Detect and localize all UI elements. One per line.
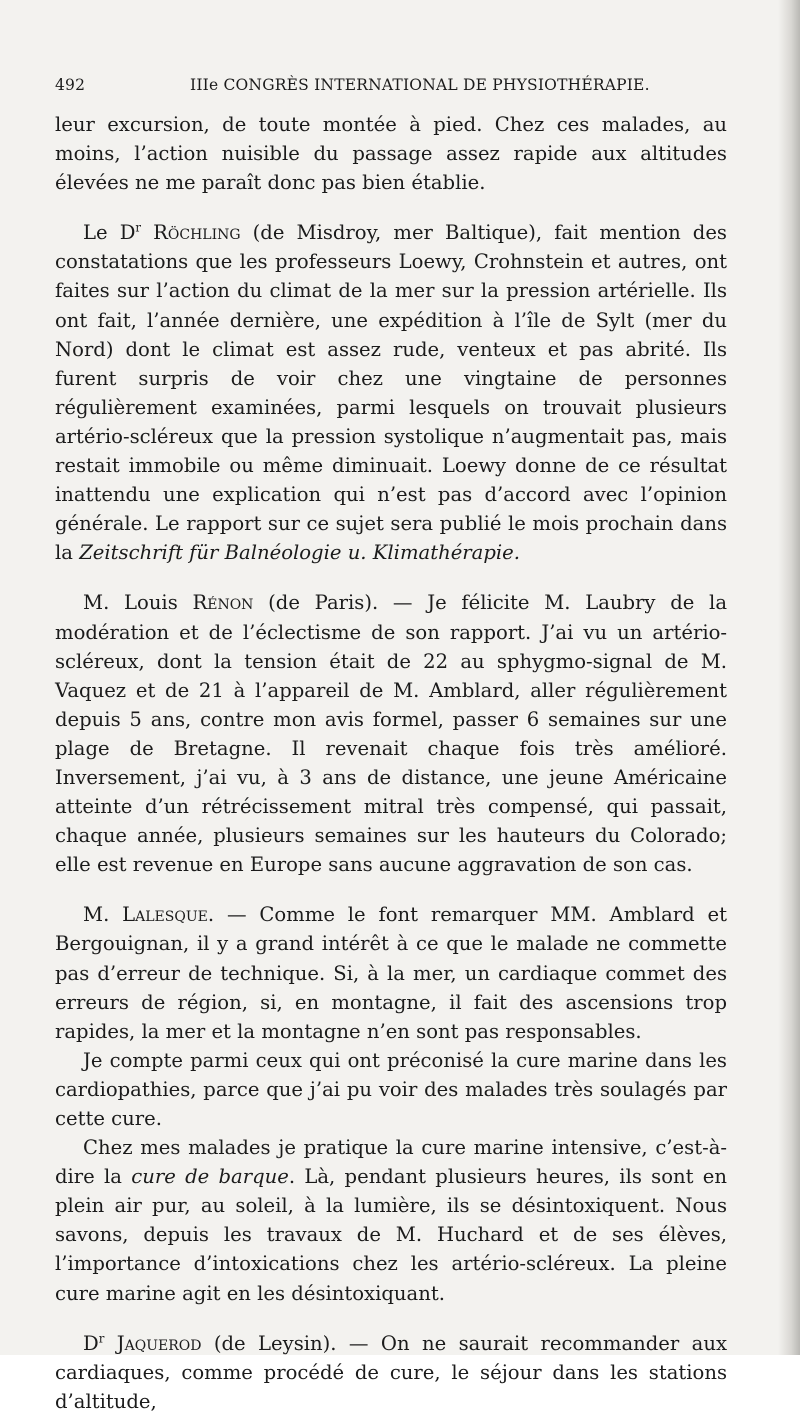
italic-term: cure de barque bbox=[131, 1165, 289, 1189]
paragraph-lalesque: M. Lalesque. — Comme le font remarquer MM. Amblard et Bergouignan, il y a grand intérêt à ce que le malade ne commette pas d’erreur de technique. Si, à la mer, un cardiaque commet des erreurs de région, si, en montagne, il fait des ascensions trop rapides, la mer et la montagne n’en sont pas responsables. bbox=[55, 903, 727, 1043]
paragraph-renon: M. Louis Rénon (de Paris). — Je félicite M. Laubry de la modération et de l’éclectisme de son rapport. J’ai vu un artério-scléreux, dont la tension était de 22 au sphygmo-signal de M. Vaquez et de 21 à l’appareil de M. Amblard, aller régulièrement depuis 5 ans, contre mon avis formel, passer 6 semaines sur une plage de Bretagne. Il revenait chaque fois très amélioré. Inversement, j’ai vu, à 3 ans de distance, une jeune Américaine atteinte d’un rétrécissement mitral très compensé, qui passait, chaque année, plusieurs semaines sur les hauteurs du Colorado; elle est revenue en Europe sans aucune aggravation de son cas. bbox=[55, 591, 728, 877]
speaker-name: Röchling bbox=[153, 221, 241, 245]
speaker-name: Rénon bbox=[192, 591, 254, 615]
page-body bbox=[55, 110, 727, 1416]
page-number: 492 bbox=[55, 76, 86, 94]
paragraph-continuation: leur excursion, de toute montée à pied. Chez ces malades, au moins, l’action nuisible du passage assez rapide aux altitudes élevées ne me paraît donc pas bien établie. bbox=[55, 113, 727, 195]
speaker-name: Lalesque bbox=[122, 903, 208, 927]
paragraph-jaquerod: $D^r$ Jaquerod (de Leysin). — On ne saurait recommander aux cardiaques, comme procédé de cure, le séjour dans les stations d’altitude, bbox=[55, 1331, 727, 1413]
paragraph-rochling: Le $D^r$ Röchling (de Misdroy, mer Baltique), fait mention des constatations que les professeurs Loewy, Crohnstein et autres, ont faites sur l’action du climat de la mer sur la pression artérielle. Ils ont fait, l’année dernière, une expédition à l’île de Sylt (mer du Nord) dont le climat est assez rude, venteux et pas abrité. Ils furent surpris de voir chez une vingtaine de personnes régulièrement examinées, parmi lesquels on trouvait plusieurs artério-scléreux que la pression systolique n’augmentait pas, mais restait immobile ou même diminuait. Loewy donne de ce résultat inattendu une explication qui n’est pas d’accord avec l’opinion générale. Le rapport sur ce sujet sera publié le mois prochain dans la Zeitschrift für Balnéologie u. Klimathérapie. bbox=[55, 220, 727, 565]
journal-title: Zeitschrift für Balnéologie u. Klimathérapie. bbox=[79, 541, 520, 565]
paragraph-cure-de-barque: Chez mes malades je pratique la cure marine intensive, c’est-à-dire la cure de barque. Là, pendant plusieurs heures, ils sont en plein air pur, au soleil, à la lumière, ils se désintoxiquent. Nous savons, depuis les travaux de M. Huchard et de ses élèves, l’importance d’intoxications chez les artério-scléreux. La pleine cure marine agit en les désintoxiquant. bbox=[55, 1136, 727, 1305]
running-title: IIIe CONGRÈS INTERNATIONAL DE PHYSIOTHÉRAPIE. bbox=[190, 76, 650, 94]
page-edge-shadow bbox=[778, 0, 800, 1355]
speaker-name: Jaquerod bbox=[116, 1331, 202, 1355]
paragraph-cure-marine: Je compte parmi ceux qui ont préconisé la cure marine dans les cardiopathies, parce que j’ai pu voir des malades très soulagés par cette cure. bbox=[55, 1048, 727, 1130]
